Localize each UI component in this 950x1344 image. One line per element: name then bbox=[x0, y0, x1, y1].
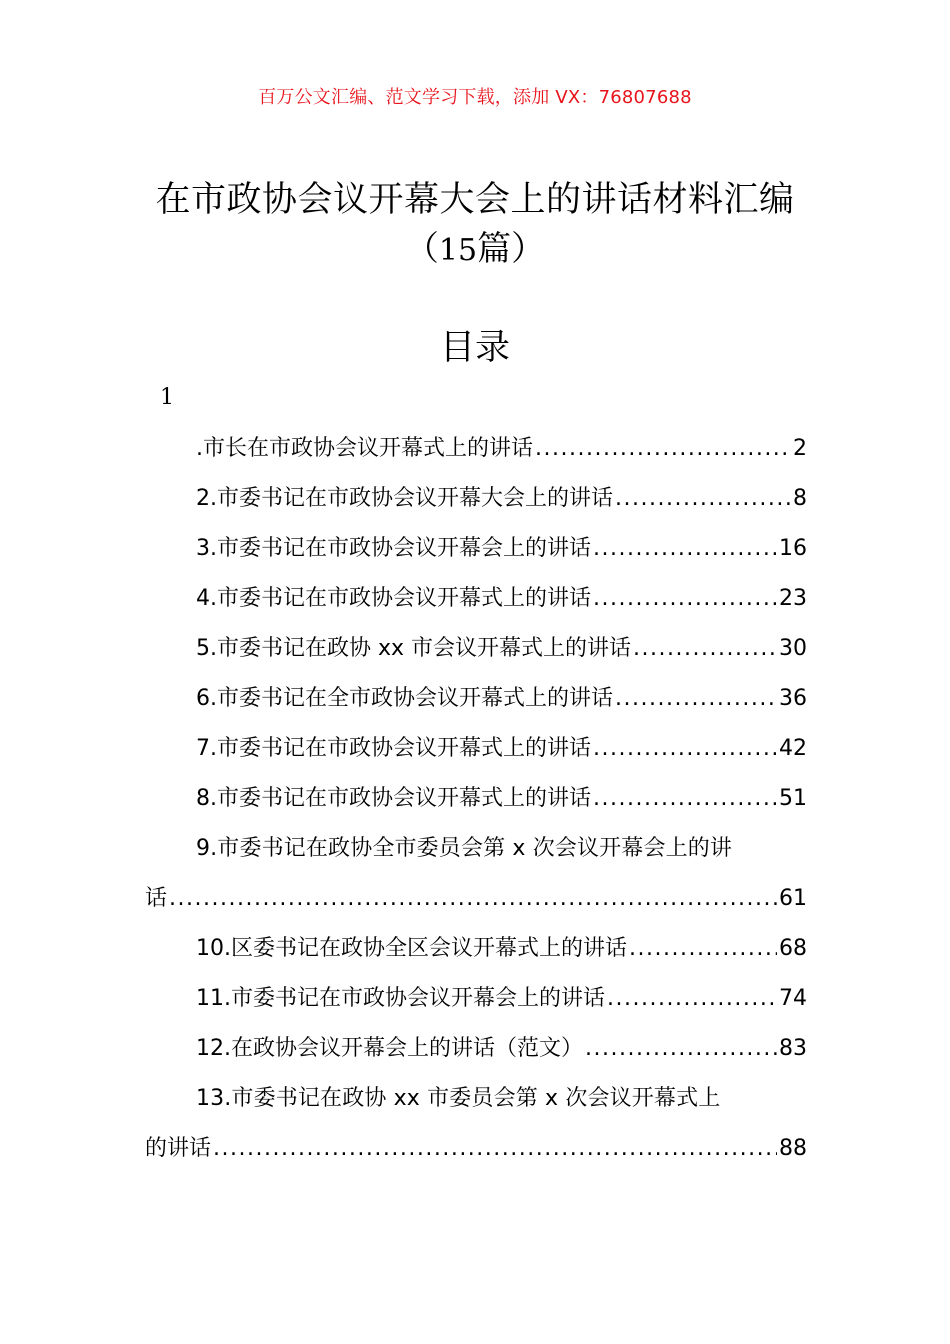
table-of-contents bbox=[145, 424, 807, 1174]
toc-page-number: 23 bbox=[779, 586, 807, 611]
toc-entry-wrapped-line[interactable]: 13.市委书记在政协 xx 市委员会第 x 次会议开幕式上 bbox=[196, 1086, 721, 1111]
toc-entry[interactable] bbox=[145, 1024, 807, 1074]
subtitle-open-paren: （ bbox=[404, 229, 439, 269]
toc-entry-label: 10.区委书记在政协全区会议开幕式上的讲话 bbox=[196, 936, 627, 961]
toc-dot-leader bbox=[593, 574, 777, 624]
toc-dot-leader bbox=[535, 424, 791, 474]
toc-page-number: 30 bbox=[779, 636, 807, 661]
toc-page-number: 61 bbox=[779, 886, 807, 911]
toc-heading: 目录 bbox=[439, 328, 510, 368]
toc-dot-leader bbox=[169, 874, 777, 924]
document-title: 在市政协会议开幕大会上的讲话材料汇编 bbox=[155, 180, 795, 220]
toc-entry[interactable] bbox=[145, 924, 807, 974]
toc-page-number: 51 bbox=[779, 786, 807, 811]
toc-entry[interactable] bbox=[145, 874, 807, 924]
toc-entry[interactable] bbox=[145, 774, 807, 824]
toc-entry-label: 7.市委书记在市政协会议开幕式上的讲话 bbox=[196, 736, 591, 761]
toc-page-number: 36 bbox=[779, 686, 807, 711]
toc-page-number: 83 bbox=[779, 1036, 807, 1061]
toc-page-number: 74 bbox=[779, 986, 807, 1011]
toc-stray-number: 1 bbox=[160, 385, 174, 410]
toc-dot-leader bbox=[593, 724, 777, 774]
toc-entry[interactable] bbox=[145, 974, 807, 1024]
toc-entry-label: 的讲话 bbox=[145, 1136, 212, 1161]
toc-dot-leader bbox=[615, 474, 791, 524]
toc-entry-label: 11.市委书记在市政协会议开幕会上的讲话 bbox=[196, 986, 605, 1011]
toc-entry-label: 话 bbox=[145, 886, 168, 911]
toc-dot-leader bbox=[593, 774, 777, 824]
document-subtitle bbox=[0, 226, 950, 274]
toc-entry-wrapped-line[interactable]: 9.市委书记在政协全市委员会第 x 次会议开幕会上的讲 bbox=[196, 836, 733, 861]
subtitle-rest: 篇） bbox=[477, 229, 546, 269]
toc-entry[interactable] bbox=[145, 524, 807, 574]
toc-page-number: 68 bbox=[779, 936, 807, 961]
toc-dot-leader bbox=[615, 674, 777, 724]
toc-entry-label: 3.市委书记在市政协会议开幕会上的讲话 bbox=[196, 536, 591, 561]
toc-entry[interactable] bbox=[145, 674, 807, 724]
toc-entry[interactable] bbox=[145, 574, 807, 624]
subtitle-count: 15 bbox=[438, 233, 478, 268]
toc-dot-leader bbox=[213, 1124, 777, 1174]
toc-entry-label: 6.市委书记在全市政协会议开幕式上的讲话 bbox=[196, 686, 613, 711]
toc-page-number: 2 bbox=[793, 436, 807, 461]
toc-entry[interactable] bbox=[145, 624, 807, 674]
toc-dot-leader bbox=[593, 524, 777, 574]
toc-entry[interactable] bbox=[145, 424, 807, 474]
header-banner: 百万公文汇编、范文学习下载，添加 VX：76807688 bbox=[258, 87, 692, 108]
toc-page-number: 16 bbox=[779, 536, 807, 561]
toc-page-number: 42 bbox=[779, 736, 807, 761]
toc-dot-leader bbox=[633, 624, 777, 674]
toc-entry-label: 12.在政协会议开幕会上的讲话（范文） bbox=[196, 1036, 583, 1061]
toc-dot-leader bbox=[629, 924, 777, 974]
toc-dot-leader bbox=[607, 974, 777, 1024]
toc-entry-label: 8.市委书记在市政协会议开幕式上的讲话 bbox=[196, 786, 591, 811]
toc-entry-label: 5.市委书记在政协 xx 市会议开幕式上的讲话 bbox=[196, 636, 632, 661]
toc-entry[interactable] bbox=[145, 1124, 807, 1174]
toc-entry-label: 4.市委书记在市政协会议开幕式上的讲话 bbox=[196, 586, 591, 611]
toc-page-number: 88 bbox=[779, 1136, 807, 1161]
toc-page-number: 8 bbox=[793, 486, 807, 511]
toc-entry[interactable] bbox=[145, 474, 807, 524]
toc-dot-leader bbox=[585, 1024, 777, 1074]
toc-entry-label: .市长在市政协会议开幕式上的讲话 bbox=[196, 436, 533, 461]
toc-entry[interactable] bbox=[145, 724, 807, 774]
toc-entry-label: 2.市委书记在市政协会议开幕大会上的讲话 bbox=[196, 486, 613, 511]
